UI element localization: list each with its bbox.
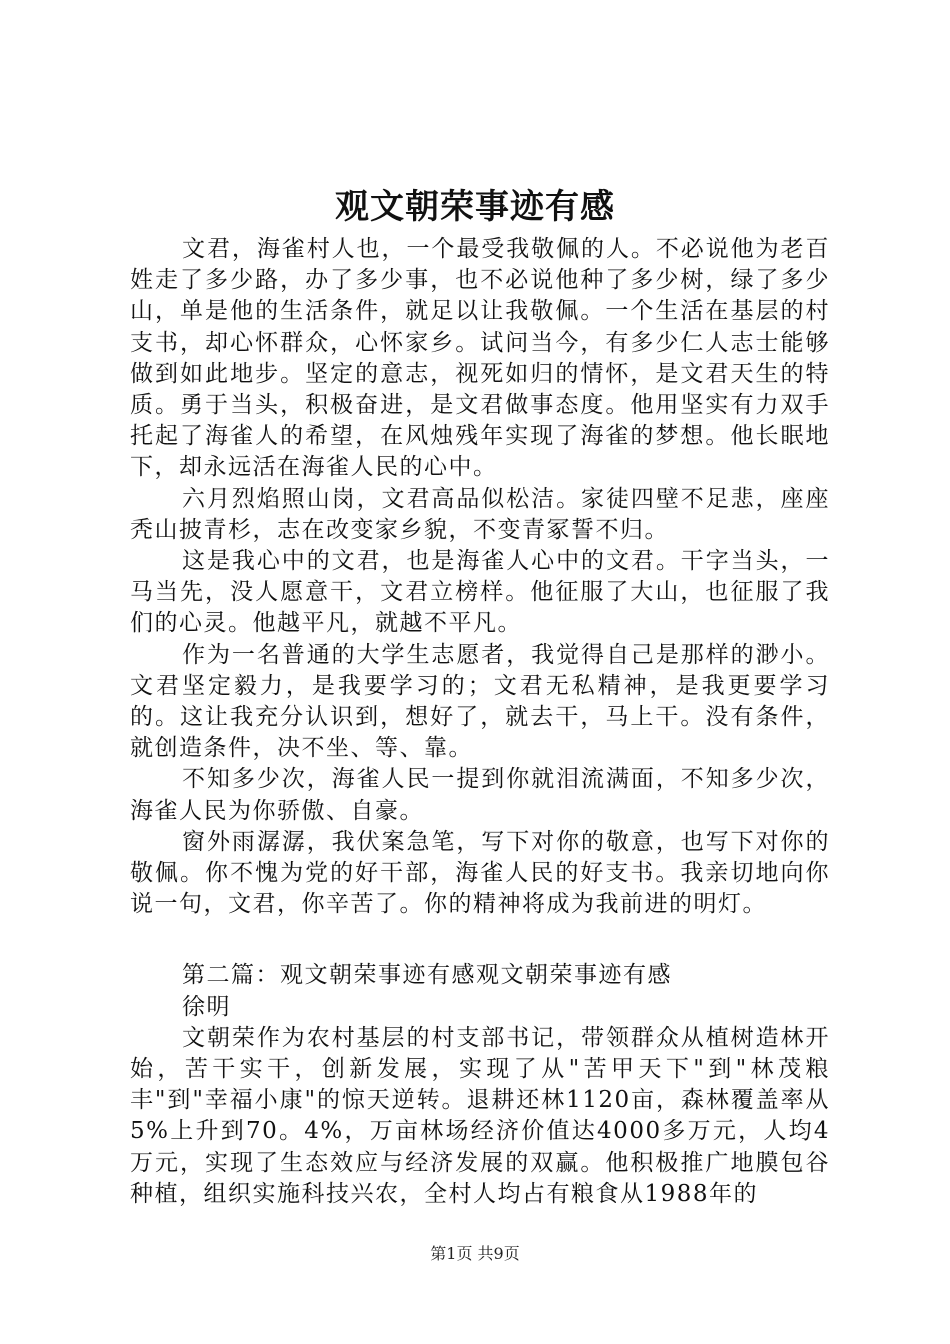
paragraph: 窗外雨潺潺，我伏案急笔，写下对你的敬意，也写下对你的敬佩。你不愧为党的好干部，海雀人民的好支书。我亲切地向你说一句，文君，你辛苦了。你的精神将成为我前进的明灯。 [130,828,830,918]
page-footer: 第1页 共9页 [430,1244,520,1263]
document-body [130,234,830,1210]
paragraph: 六月烈焰照山岗，文君高品似松洁。家徒四壁不足悲，座座秃山披青杉，志在改变家乡貌，不变青冢誓不归。 [130,485,830,543]
paragraph: 作为一名普通的大学生志愿者，我觉得自己是那样的渺小。文君坚定毅力，是我要学习的；文君无私精神，是我更要学习的。这让我充分认识到，想好了，就去干，马上干。没有条件，就创造条件，决不坐、等、靠。 [130,641,830,762]
paragraph: 文君，海雀村人也，一个最受我敬佩的人。不必说他为老百姓走了多少路，办了多少事，也不必说他种了多少树，绿了多少山，单是他的生活条件，就足以让我敬佩。一个生活在基层的村支书，却心怀群众，心怀家乡。试问当今，有多少仁人志士能够做到如此地步。坚定的意志，视死如归的情怀，是文君天生的特质。勇于当头，积极奋进，是文君做事态度。他用坚实有力双手托起了海雀人的希望，在风烛残年实现了海雀的梦想。他长眠地下，却永远活在海雀人民的心中。 [130,236,830,481]
paragraph: 文朝荣作为农村基层的村支部书记，带领群众从植树造林开始，苦干实干，创新发展，实现了从"苦甲天下"到"林茂粮丰"到"幸福小康"的惊天逆转。退耕还林1120亩，森林覆盖率从5%上升到70。4%，万亩林场经济价值达4000多万元，人均4万元，实现了生态效应与经济发展的双赢。他积极推广地膜包谷种植，组织实施科技兴农，全村人均占有粮食从1988年的 [130,1024,830,1207]
document-title: 观文朝荣事迹有感 [335,187,615,227]
section-heading: 第二篇：观文朝荣事迹有感观文朝荣事迹有感 [182,962,672,989]
author-name: 徐明 [182,993,231,1020]
paragraph: 这是我心中的文君，也是海雀人心中的文君。干字当头，一马当先，没人愿意干，文君立榜样。他征服了大山，也征服了我们的心灵。他越平凡，就越不平凡。 [130,548,830,637]
paragraph: 不知多少次，海雀人民一提到你就泪流满面，不知多少次，海雀人民为你骄傲、自豪。 [130,766,830,824]
